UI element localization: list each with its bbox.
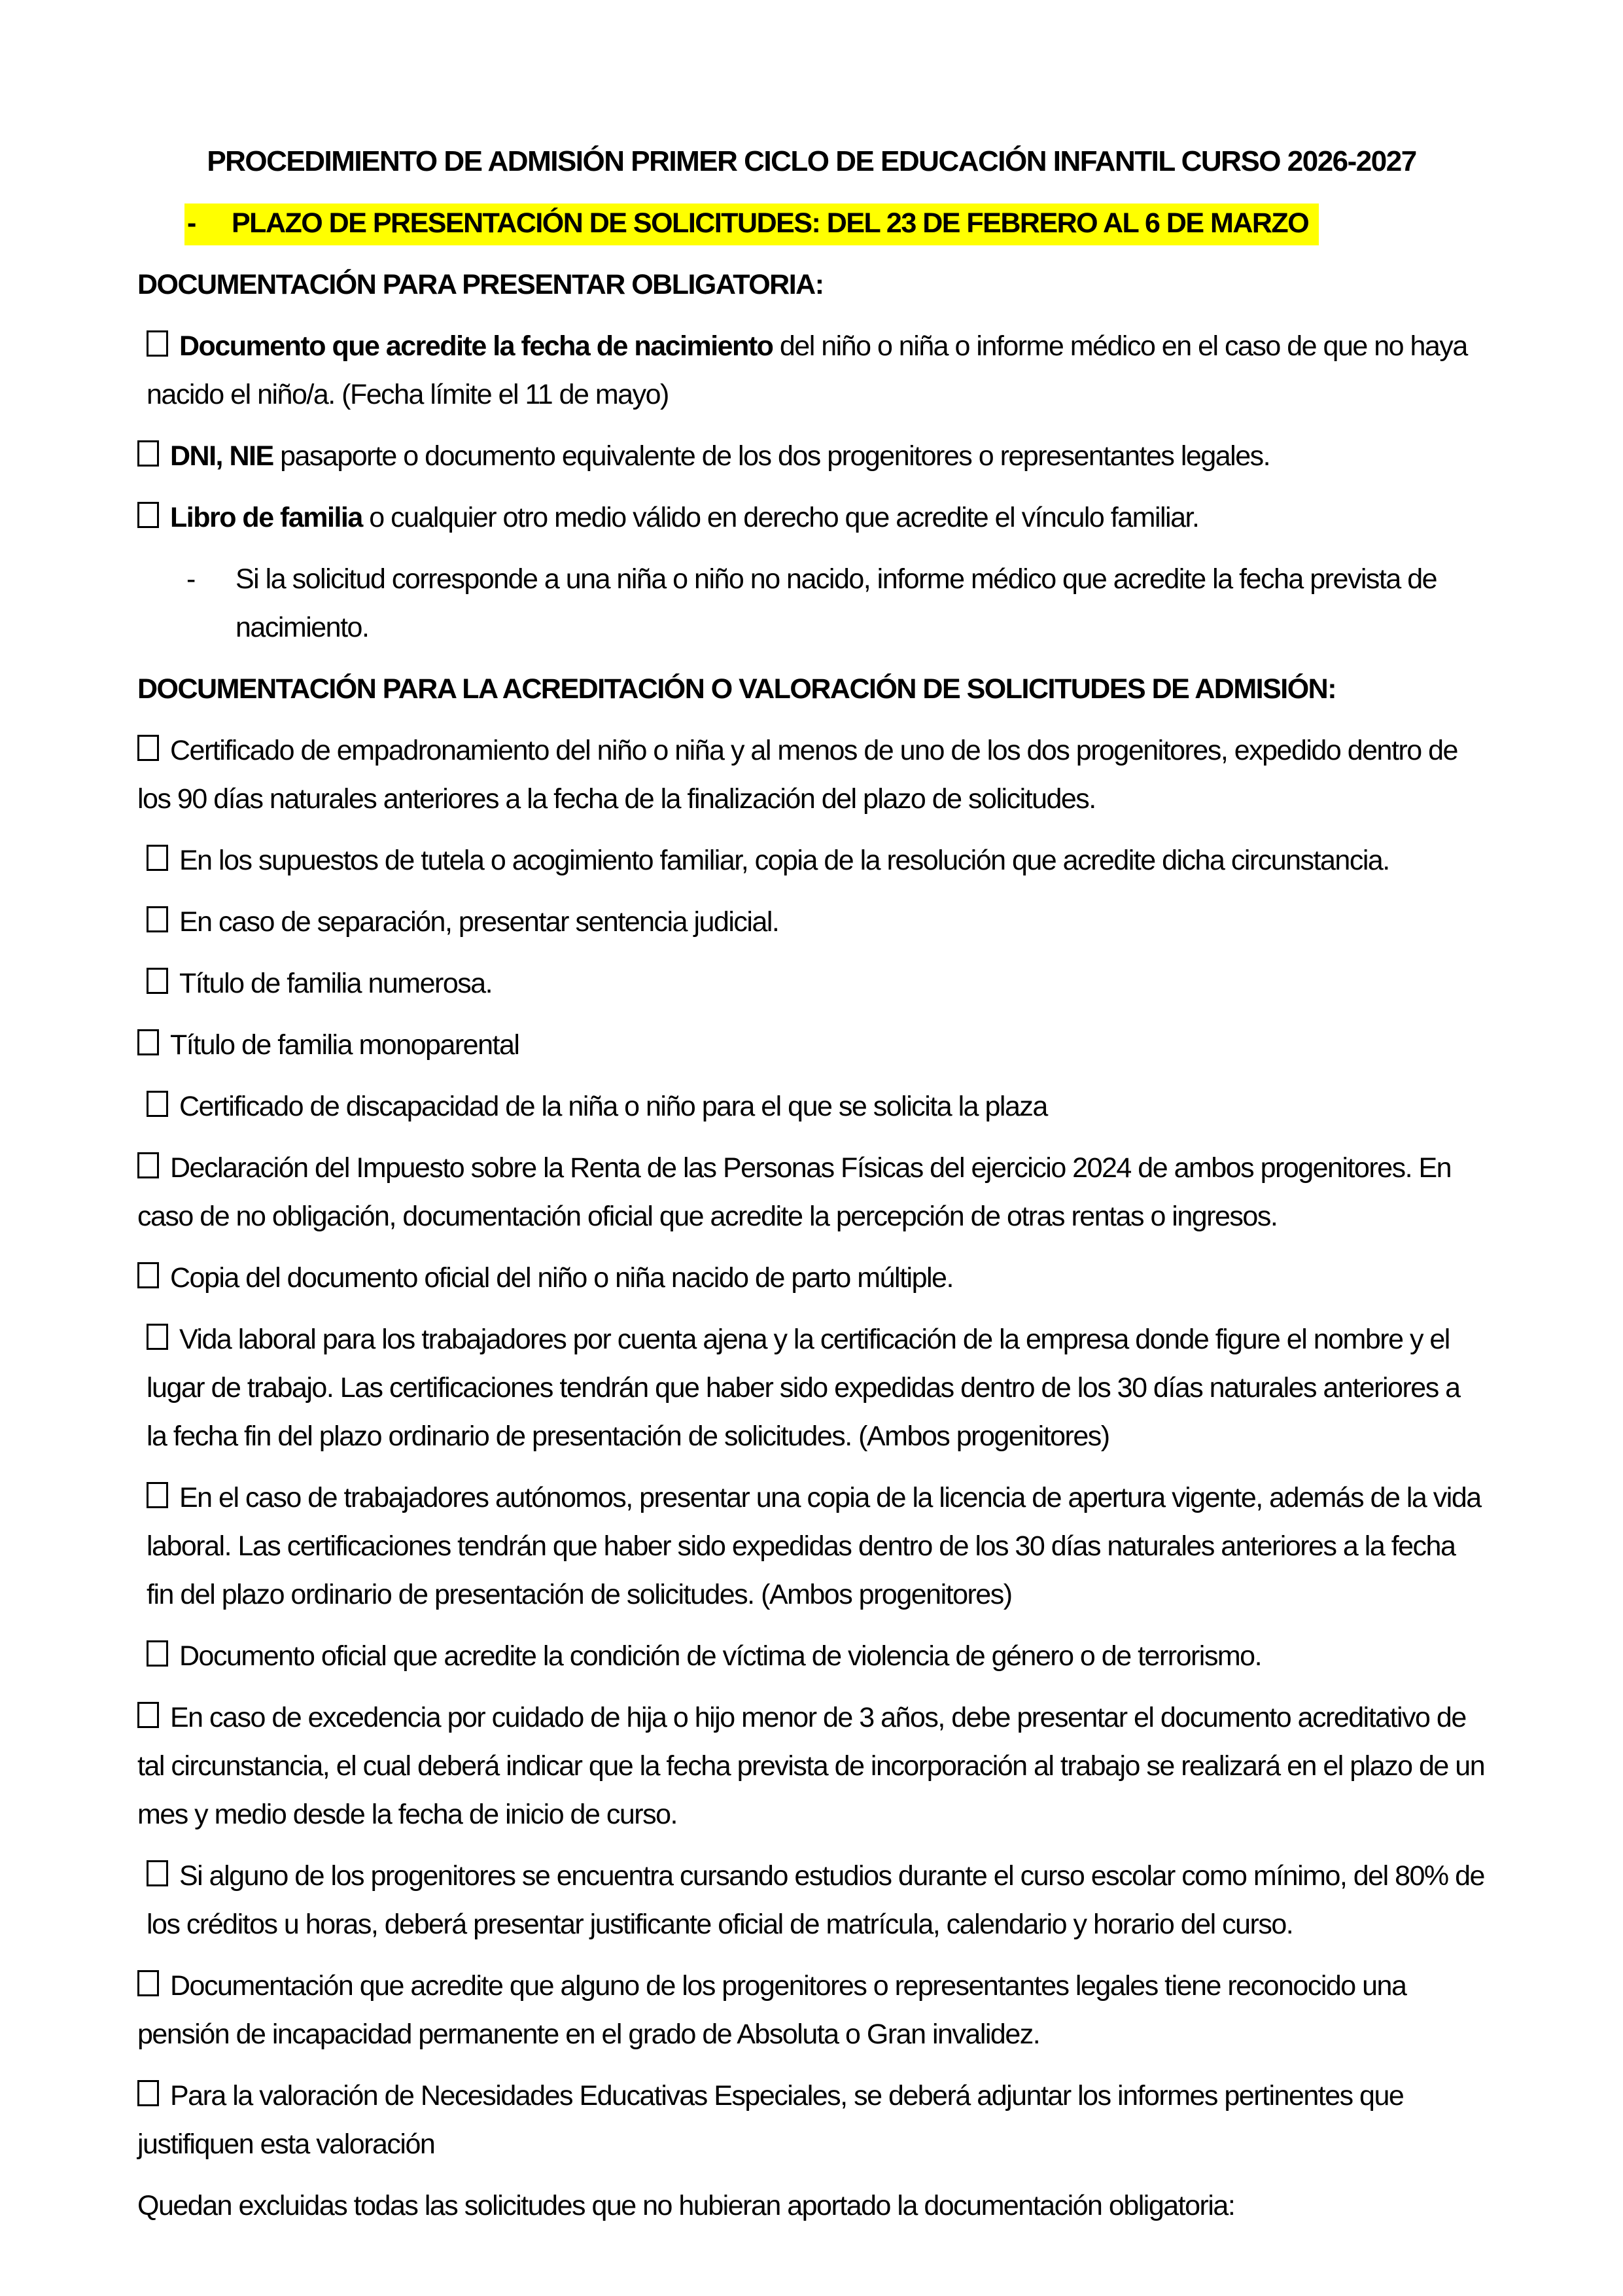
checklist-item	[137, 1474, 1486, 1619]
checklist-item	[137, 2072, 1486, 2168]
sub-list-item	[137, 555, 1486, 652]
document-body	[137, 199, 1486, 2230]
dash-marker: -	[187, 207, 196, 239]
empty-checkbox-icon	[137, 440, 159, 467]
item-text: En caso de separación, presentar sentencia judicial.	[179, 906, 779, 938]
item-text: Certificado de discapacidad de la niña o niño para el que se solicita la plaza	[179, 1091, 1047, 1122]
item-bold-lead: Documento que acredite la fecha de nacimiento	[179, 330, 773, 362]
empty-checkbox-icon	[137, 502, 159, 528]
checklist-item	[137, 1082, 1486, 1131]
item-bold-lead: DNI, NIE	[170, 440, 273, 472]
checklist-item	[137, 1315, 1486, 1460]
item-text: pasaporte o documento equivalente de los dos progenitores o representantes legales.	[273, 440, 1270, 472]
deadline-text: PLAZO DE PRESENTACIÓN DE SOLICITUDES: DEL 23 DE FEBRERO AL 6 DE MARZO	[232, 207, 1309, 239]
deadline-highlight	[184, 203, 1319, 245]
checklist-item	[137, 1254, 1486, 1302]
empty-checkbox-icon	[137, 1029, 159, 1055]
item-text: del niño o niña o informe médico en el caso de que no haya nacido el niño/a. (Fecha límite el 11 de mayo)	[147, 330, 1467, 410]
empty-checkbox-icon	[137, 1702, 159, 1728]
empty-checkbox-icon	[137, 2080, 159, 2106]
checklist-item	[137, 1962, 1486, 2058]
empty-checkbox-icon	[137, 735, 159, 761]
checklist-item	[137, 1852, 1486, 1949]
checklist-item	[137, 959, 1486, 1008]
item-text: Para la valoración de Necesidades Educativas Especiales, se deberá adjuntar los informes pertinentes que justifiquen esta valoración	[137, 2080, 1404, 2160]
empty-checkbox-icon	[147, 1091, 168, 1117]
item-text: Título de familia monoparental	[170, 1029, 519, 1061]
item-text: Copia del documento oficial del niño o niña nacido de parto múltiple.	[170, 1262, 953, 1294]
item-text: Documento oficial que acredite la condición de víctima de violencia de género o de terrorismo.	[179, 1640, 1262, 1672]
empty-checkbox-icon	[147, 968, 168, 994]
section-heading: DOCUMENTACIÓN PARA PRESENTAR OBLIGATORIA:	[137, 269, 824, 300]
item-text: Documentación que acredite que alguno de los progenitores o representantes legales tiene reconocido una pensión de incapacidad permanente en el grado de Absoluta o Gran invalidez.	[137, 1970, 1406, 2050]
item-text: Certificado de empadronamiento del niño o niña y al menos de uno de los dos progenitores, expedido dentro de los 90 días naturales anteriores a la fecha de la finalización del plazo de solicitudes.	[137, 735, 1457, 815]
empty-checkbox-icon	[147, 906, 168, 932]
item-text: En caso de excedencia por cuidado de hija o hijo menor de 3 años, debe presentar el documento acreditativo de tal circunstancia, el cual deberá indicar que la fecha prevista de incorporación al trabajo se realizará en el plazo de un mes y medio desde la fecha de inicio de curso.	[137, 1702, 1485, 1830]
empty-checkbox-icon	[147, 1640, 168, 1667]
dash-marker: -	[186, 563, 195, 595]
empty-checkbox-icon	[137, 1970, 159, 1996]
item-text: Declaración del Impuesto sobre la Renta de las Personas Físicas del ejercicio 2024 de ambos progenitores. En caso de no obligación, documentación oficial que acredite la percepción de otras rentas o ingresos.	[137, 1152, 1452, 1232]
checklist-item	[137, 1632, 1486, 1680]
checklist-item	[137, 493, 1486, 542]
item-bold-lead: Libro de familia	[170, 502, 362, 533]
section-heading: DOCUMENTACIÓN PARA LA ACREDITACIÓN O VALORACIÓN DE SOLICITUDES DE ADMISIÓN:	[137, 673, 1336, 705]
empty-checkbox-icon	[147, 1324, 168, 1350]
checklist-item	[137, 836, 1486, 885]
item-text: Vida laboral para los trabajadores por cuenta ajena y la certificación de la empresa donde figure el nombre y el lugar de trabajo. Las certificaciones tendrán que haber sido expedidas dentro de los 30 días naturales anteriores a la fecha fin del plazo ordinario de presentación de solicitudes. (Ambos progenitores)	[147, 1324, 1460, 1452]
empty-checkbox-icon	[147, 330, 168, 357]
deadline-highlight-row	[137, 199, 1486, 247]
item-text: o cualquier otro medio válido en derecho que acredite el vínculo familiar.	[362, 502, 1199, 533]
item-text: En los supuestos de tutela o acogimiento familiar, copia de la resolución que acredite dicha circunstancia.	[179, 845, 1389, 876]
item-text: Si alguno de los progenitores se encuentra cursando estudios durante el curso escolar como mínimo, del 80% de los créditos u horas, deberá presentar justificante oficial de matrícula, calendario y horario del curso.	[147, 1860, 1484, 1940]
checklist-item	[137, 1144, 1486, 1241]
checklist-item	[137, 1021, 1486, 1069]
closing-paragraph: Quedan excluidas todas las solicitudes que no hubieran aportado la documentación obligatoria:	[137, 2190, 1235, 2221]
empty-checkbox-icon	[147, 1482, 168, 1508]
item-text: Si la solicitud corresponde a una niña o niño no nacido, informe médico que acredite la fecha prevista de nacimiento.	[236, 563, 1437, 643]
checklist-item	[137, 322, 1486, 419]
checklist-item	[137, 726, 1486, 823]
empty-checkbox-icon	[137, 1262, 159, 1288]
item-text: En el caso de trabajadores autónomos, presentar una copia de la licencia de apertura vigente, además de la vida laboral. Las certificaciones tendrán que haber sido expedidas dentro de los 30 días naturales anteriores a la fecha fin del plazo ordinario de presentación de solicitudes. (Ambos progenitores)	[147, 1482, 1481, 1610]
empty-checkbox-icon	[147, 845, 168, 871]
document-title: PROCEDIMIENTO DE ADMISIÓN PRIMER CICLO DE EDUCACIÓN INFANTIL CURSO 2026-2027	[207, 145, 1416, 177]
checklist-item	[137, 1693, 1486, 1839]
empty-checkbox-icon	[147, 1860, 168, 1886]
item-text: Título de familia numerosa.	[179, 968, 493, 999]
empty-checkbox-icon	[137, 1152, 159, 1178]
checklist-item	[137, 432, 1486, 480]
checklist-item	[137, 898, 1486, 946]
